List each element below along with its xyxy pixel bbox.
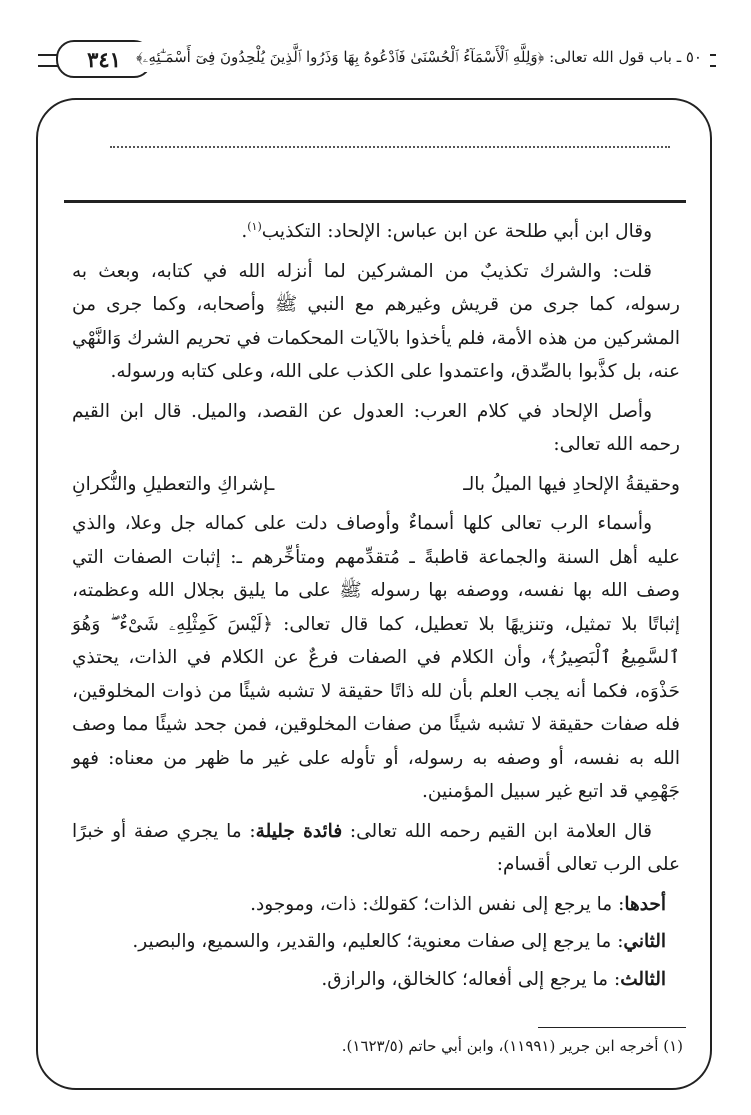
list-item-1-label: أحدها — [624, 893, 666, 915]
paragraph-5-rest: : ما يجري صفة أو خبرًا على الرب تعالى أقسام: — [72, 820, 680, 876]
page-header — [38, 40, 716, 84]
paragraph-5 — [72, 815, 680, 882]
paragraph-1: وقال ابن أبي طلحة عن ابن عباس: الإلحاد: التكذيب$^{(١)}$. — [241, 220, 652, 243]
section-rule — [64, 200, 686, 203]
list-item-3-label: الثالث — [620, 968, 666, 990]
list-item-3 — [72, 963, 680, 997]
main-text — [72, 210, 680, 1000]
dotted-separator — [110, 146, 670, 148]
verse-second-hemistich: ـإشراكِ والتعطيلِ والنُّكرانِ — [72, 473, 275, 495]
footnote-rule — [538, 1027, 686, 1028]
list-item-1 — [72, 888, 680, 922]
paragraph-3: وأصل الإلحاد في كلام العرب: العدول عن القصد، والميل. قال ابن القيم رحمه الله تعالى: — [72, 400, 680, 456]
list-item-3-text: : ما يرجع إلى أفعاله؛ كالخالق، والرازق. — [321, 968, 621, 990]
page-number: ٣٤١ — [56, 40, 152, 78]
paragraph-1-text: وقال ابن أبي طلحة عن ابن عباس: الإلحاد: التكذيب — [261, 221, 652, 243]
footnote-ref: (١) — [247, 220, 262, 233]
paragraph-5-intro: قال العلامة ابن القيم رحمه الله تعالى: — [342, 820, 652, 842]
poem-verse — [72, 468, 680, 502]
footnote: (١) أخرجه ابن جرير (١١٩٩١)، وابن أبي حاتم (١٦٢٣/٥). — [341, 1037, 683, 1055]
verse-first-hemistich: وحقيقةُ الإلحادِ فيها الميلُ بالـ — [463, 473, 680, 495]
list-item-2-text: : ما يرجع إلى صفات معنوية؛ كالعليم، والقدير، والسميع، والبصير. — [132, 931, 624, 953]
chapter-title: ٥٠ ـ باب قول الله تعالى: ﴿وَلِلَّهِ ٱلْأَسْمَآءُ ٱلْحُسْنَىٰ فَٱدْعُوهُ بِهَا وَذَرُوا ٱلَّذِينَ يُلْحِدُونَ فِىٓ أَسْمَـٰٓئِهِۦ﴾ — [128, 42, 710, 72]
paragraph-4: وأسماء الرب تعالى كلها أسماءٌ وأوصاف دلت على كماله جل وعلا، والذي عليه أهل السنة والجماعة قاطبةً ـ مُتقدِّمهم ومتأخِّرهم ـ: إثبات الصفات التي وصف الله بها نفسه، ووصفه بها رسوله ﷺ على ما يليق بجلال الله وعظمته، إثباتًا بلا تمثيل، وتنزيهًا بلا تعطيل، كما قال تعالى: ﴿لَيْسَ كَمِثْلِهِۦ شَىْءٌ ۖ وَهُوَ ٱلسَّمِيعُ ٱلْبَصِيرُ﴾، وأن الكلام في الصفات فرعٌ عن الكلام في الذات، يحتذي حَذْوَه، فكما أنه يجب العلم بأن لله ذاتًا حقيقة لا تشبه شيئًا من ذوات المخلوقين، فله صفات حقيقة لا تشبه شيئًا من صفات المخلوقين، فمن جحد شيئًا مما وصف الله به نفسه، أو وصفه به رسوله، أو تأوله على غير ما ظهر من معناه: فهو جَهْمِي قد اتبع غير سبيل المؤمنين. — [72, 513, 680, 803]
paragraph-2: قلت: والشرك تكذيبٌ من المشركين لما أنزله الله في كتابه، وبعث به رسوله، كما جرى من قريش وغيرهم مع النبي ﷺ وأصحابه، وكما جرى من المشركين من هذه الأمة، فلم يأخذوا بالآيات المحكمات في تحريم الشرك وَالنَّهْي عنه، بل كذَّبوا بالصِّدق، واعتمدوا على الكذب على الله، وعلى كتابه ورسوله. — [72, 260, 680, 383]
list-item-1-text: : ما يرجع إلى نفس الذات؛ كقولك: ذات، وموجود. — [250, 893, 625, 915]
list-item-2 — [72, 925, 680, 959]
paragraph-5-bold: فائدة جليلة — [255, 820, 343, 842]
list-item-2-label: الثاني — [623, 931, 666, 953]
